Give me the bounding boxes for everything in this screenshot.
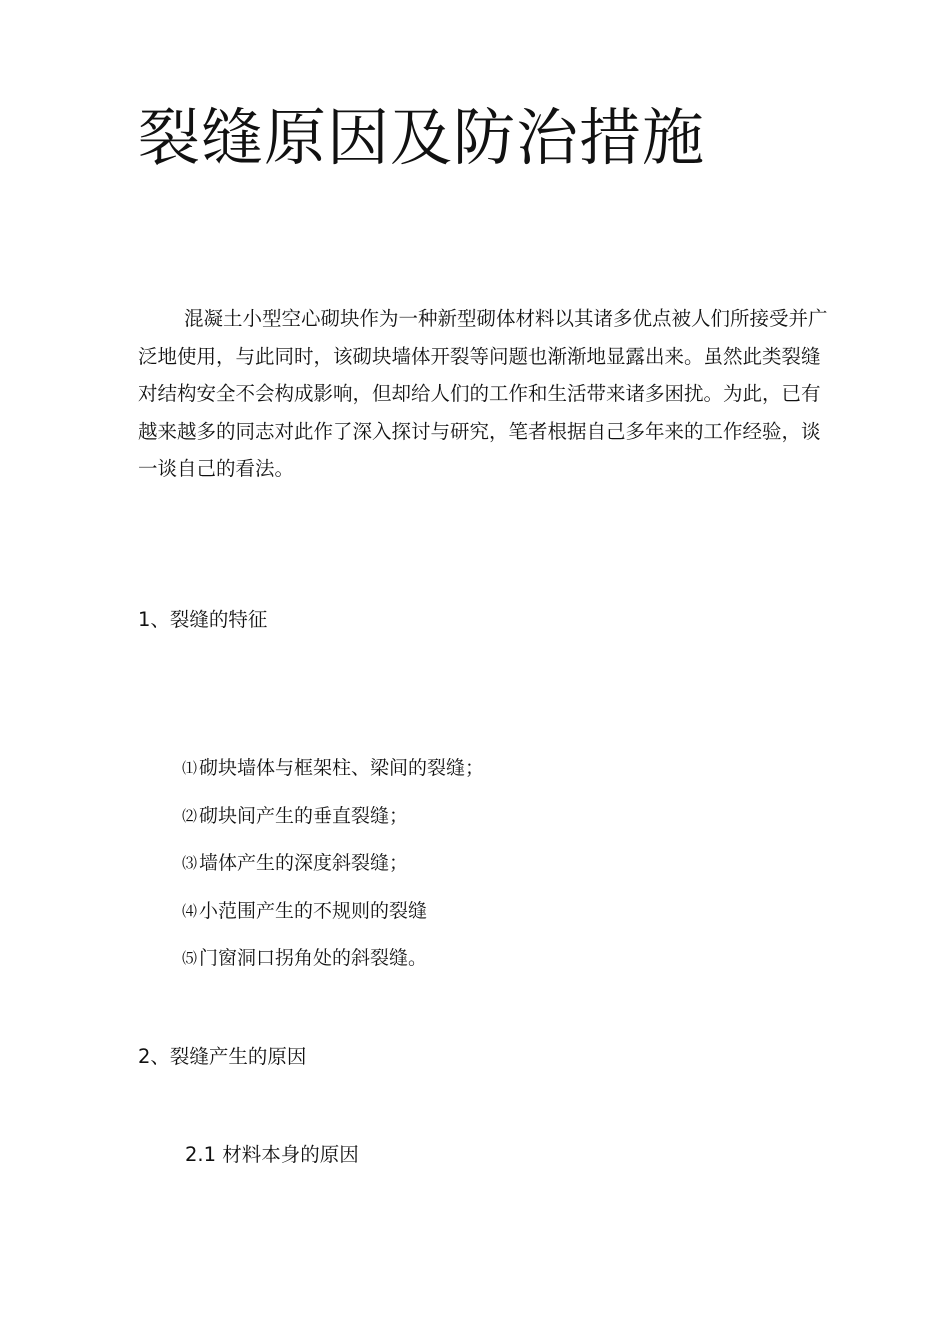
intro-paragraph: 混凝土小型空心砌块作为一种新型砌体材料以其诸多优点被人们所接受并广泛地使用，与此同时，该砌块墙体开裂等问题也渐渐地显露出来。虽然此类裂缝对结构安全不会构成影响，但却给人们的工作和生活带来诸多困扰。为此，已有越来越多的同志对此作了深入探讨与研究，笔者根据自己多年来的工作经验，谈一谈自己的看法。 <box>138 307 828 480</box>
list-item <box>182 899 484 923</box>
list-item-text: 小范围产生的不规则的裂缝 <box>199 899 428 922</box>
crack-characteristics-list <box>182 756 484 994</box>
list-item-number: ⑶ <box>182 854 198 872</box>
list-item <box>182 756 484 780</box>
section-2-1-heading: 2.1 材料本身的原因 <box>185 1143 359 1166</box>
list-item <box>182 851 484 875</box>
list-item-number: ⑴ <box>182 759 198 777</box>
list-item-number: ⑸ <box>182 949 198 967</box>
list-item-text: 砌块间产生的垂直裂缝； <box>199 804 409 827</box>
section-1-heading: 1、裂缝的特征 <box>138 608 268 631</box>
list-item-text: 墙体产生的深度斜裂缝； <box>199 852 409 874</box>
section-2-heading: 2、裂缝产生的原因 <box>138 1045 307 1068</box>
document-title: 裂缝原因及防治措施 <box>138 101 706 174</box>
list-item-number: ⑷ <box>182 901 198 920</box>
list-item-text: 砌块墙体与框架柱、梁间的裂缝； <box>199 757 485 779</box>
list-item <box>182 804 484 828</box>
list-item-number: ⑵ <box>182 806 198 825</box>
list-item-text: 门窗洞口拐角处的斜裂缝。 <box>199 947 428 969</box>
list-item <box>182 946 484 970</box>
